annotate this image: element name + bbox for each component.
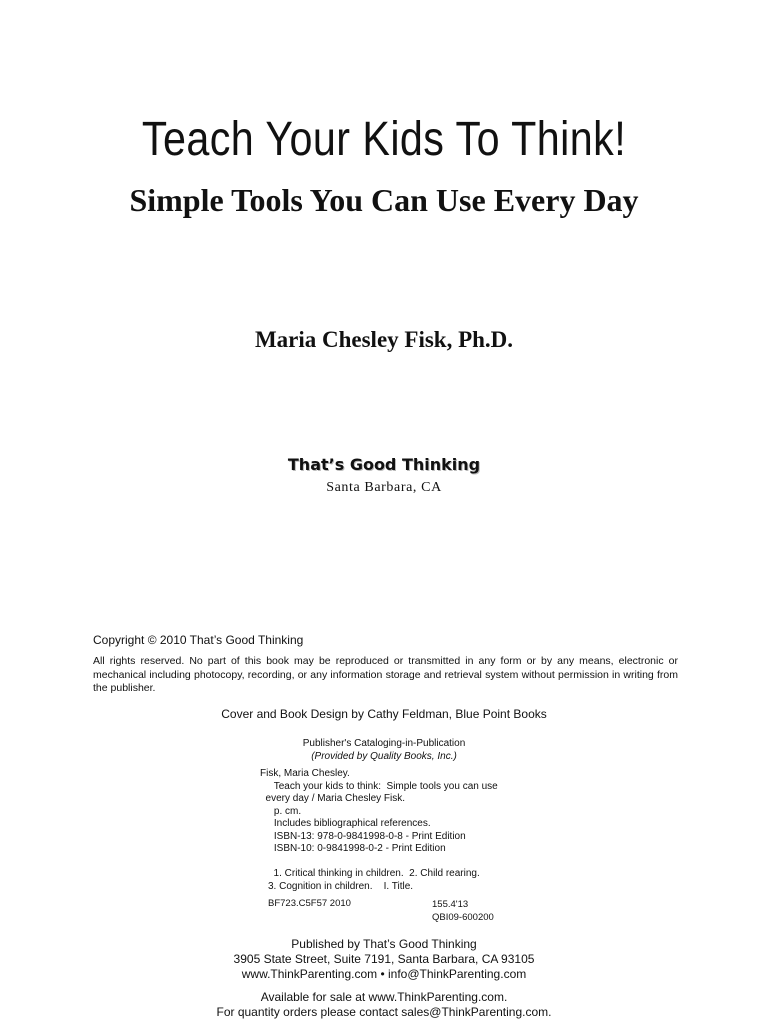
copyright-notice: Copyright © 2010 That’s Good Thinking [93, 633, 304, 647]
cip-line: Fisk, Maria Chesley. [260, 768, 350, 779]
published-by: Published by That’s Good Thinking [291, 937, 477, 951]
cip-line: ISBN-13: 978-0-9841998-0-8 - Print Edition [260, 830, 466, 842]
cip-subject-line: 3. Cognition in children. I. Title. [268, 881, 414, 892]
cip-line: Teach your kids to think: Simple tools you can use [260, 780, 498, 792]
cip-line: every day / Maria Chesley Fisk. [260, 793, 406, 804]
cip-header [0, 737, 768, 763]
cip-provided-by: (Provided by Quality Books, Inc.) [311, 751, 457, 762]
book-subtitle: Simple Tools You Can Use Every Day [129, 182, 639, 218]
cip-heading: Publisher's Cataloging-in-Publication [302, 738, 466, 749]
author-name: Maria Chesley Fisk, Ph.D. [254, 327, 514, 352]
publisher-address: 3905 State Street, Suite 7191, Santa Barbara, CA 93105 [233, 952, 535, 966]
cip-line: ISBN-10: 0-9841998-0-2 - Print Edition [260, 843, 446, 854]
call-number: BF723.C5F57 2010 [268, 898, 351, 909]
qbi-number: QBI09-600200 [432, 912, 494, 923]
availability-block [0, 990, 768, 1020]
availability-line: Available for sale at www.ThinkParenting.com. [260, 990, 508, 1004]
dewey-number: 155.4'13 [432, 899, 469, 910]
cip-record [260, 768, 498, 856]
rights-statement: All rights reserved. No part of this book may be reproduced or transmitted in any form or by any means, electronic or mechanical including photocopy, recording, or any information storage and retrieval system without permission in writing from the publisher. [93, 655, 678, 694]
published-block [0, 937, 768, 982]
quantity-orders-line: For quantity orders please contact sales@ThinkParenting.com. [216, 1005, 552, 1019]
publisher-location: Santa Barbara, CA [326, 480, 442, 495]
cip-line: Includes bibliographical references. [260, 818, 431, 829]
cip-line: p. cm. [260, 805, 302, 817]
publisher-contacts: www.ThinkParenting.com • info@ThinkParenting.com [241, 967, 527, 981]
book-title: Teach Your Kids To Think! [141, 113, 627, 166]
dewey-block [432, 898, 494, 924]
cip-subject-line: 1. Critical thinking in children. 2. Child rearing. [268, 868, 480, 879]
design-credit: Cover and Book Design by Cathy Feldman, Blue Point Books [221, 707, 547, 721]
cip-subjects [268, 867, 480, 893]
publisher-name: That’s Good Thinking [287, 455, 481, 474]
